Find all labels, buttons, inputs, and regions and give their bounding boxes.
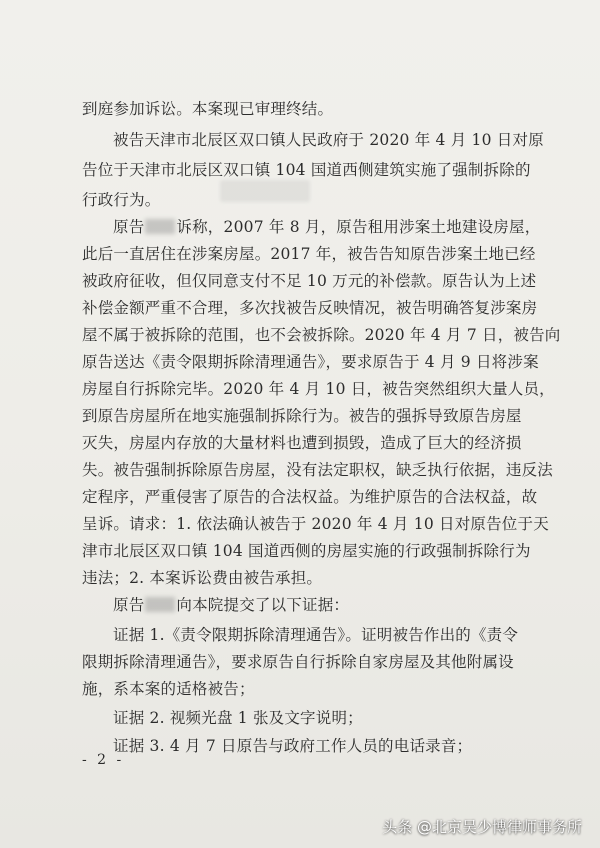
text-line: 到原告房屋所在地实施强制拆除行为。被告的强拆导致原告房屋 [82,407,522,425]
redaction-block [145,219,175,234]
text-line-plaintiff [113,217,573,237]
text-line: 施，系本案的适格被告； [82,680,255,698]
text-line: 告位于天津市北辰区双口镇 104 国道西侧建筑实施了强制拆除的 [82,161,531,179]
text-line: 行政行为。 [82,191,161,209]
text-line: 失。被告强制拆除原告房屋，没有法定职权，缺乏执行依据，违反法 [82,461,554,479]
text-line: 被政府征收，但仅同意支付不足 10 万元的补偿款。原告认为上述 [82,272,537,290]
text-fragment: 向本院提交了以下证据： [176,596,350,614]
source-attribution: 头条 @北京吴少博律师事务所 [382,818,582,836]
text-line: 限期拆除清理通告》，要求原告自行拆除自家房屋及其他附属设 [82,653,514,671]
text-line: 到庭参加诉讼。本案现已审理终结。 [82,100,334,118]
text-fragment: 诉称，2007 年 8 月，原告租用涉案土地建设房屋， [176,218,541,236]
text-line: 违法；2. 本案诉讼费由被告承担。 [82,569,323,587]
text-line: 灭失，房屋内存放的大量材料也遭到损毁，造成了巨大的经济损 [82,434,522,452]
text-line: 证据 3. 4 月 7 日原告与政府工作人员的电话录音； [113,737,473,755]
text-line: 此后一直居住在涉案房屋。2017 年，被告告知原告涉案土地已经 [82,245,536,263]
text-line: 补偿金额严重不合理，多次找被告反映情况，被告明确答复涉案房 [82,299,538,317]
text-line: 被告天津市北辰区双口镇人民政府于 2020 年 4 月 10 日对原 [113,131,544,149]
text-line: 证据 1.《责令限期拆除清理通告》。证明被告作出的《责令 [113,626,519,644]
page-number: - 2 - [82,752,125,768]
text-fragment: 原告 [113,596,145,614]
text-line: 屋不属于被拆除的范围，也不会被拆除。2020 年 4 月 7 日，被告向 [82,326,561,344]
text-fragment: 原告 [113,218,145,236]
text-line-evidence-intro [113,595,573,615]
text-line: 原告送达《责令限期拆除清理通告》，要求原告于 4 月 9 日将涉案 [82,353,539,371]
text-line: 证据 2. 视频光盘 1 张及文字说明； [113,709,363,727]
text-line: 呈诉。请求：1. 依法确认被告于 2020 年 4 月 10 日对原告位于天 [82,515,549,533]
redaction-block [145,597,175,612]
text-line: 定程序，严重侵害了原告的合法权益。为维护原告的合法权益，故 [82,488,538,506]
text-line: 津市北辰区双口镇 104 国道西侧的房屋实施的行政强制拆除行为 [82,542,531,560]
text-line: 房屋自行拆除完毕。2020 年 4 月 10 日，被告突然组织大量人员， [82,380,555,398]
